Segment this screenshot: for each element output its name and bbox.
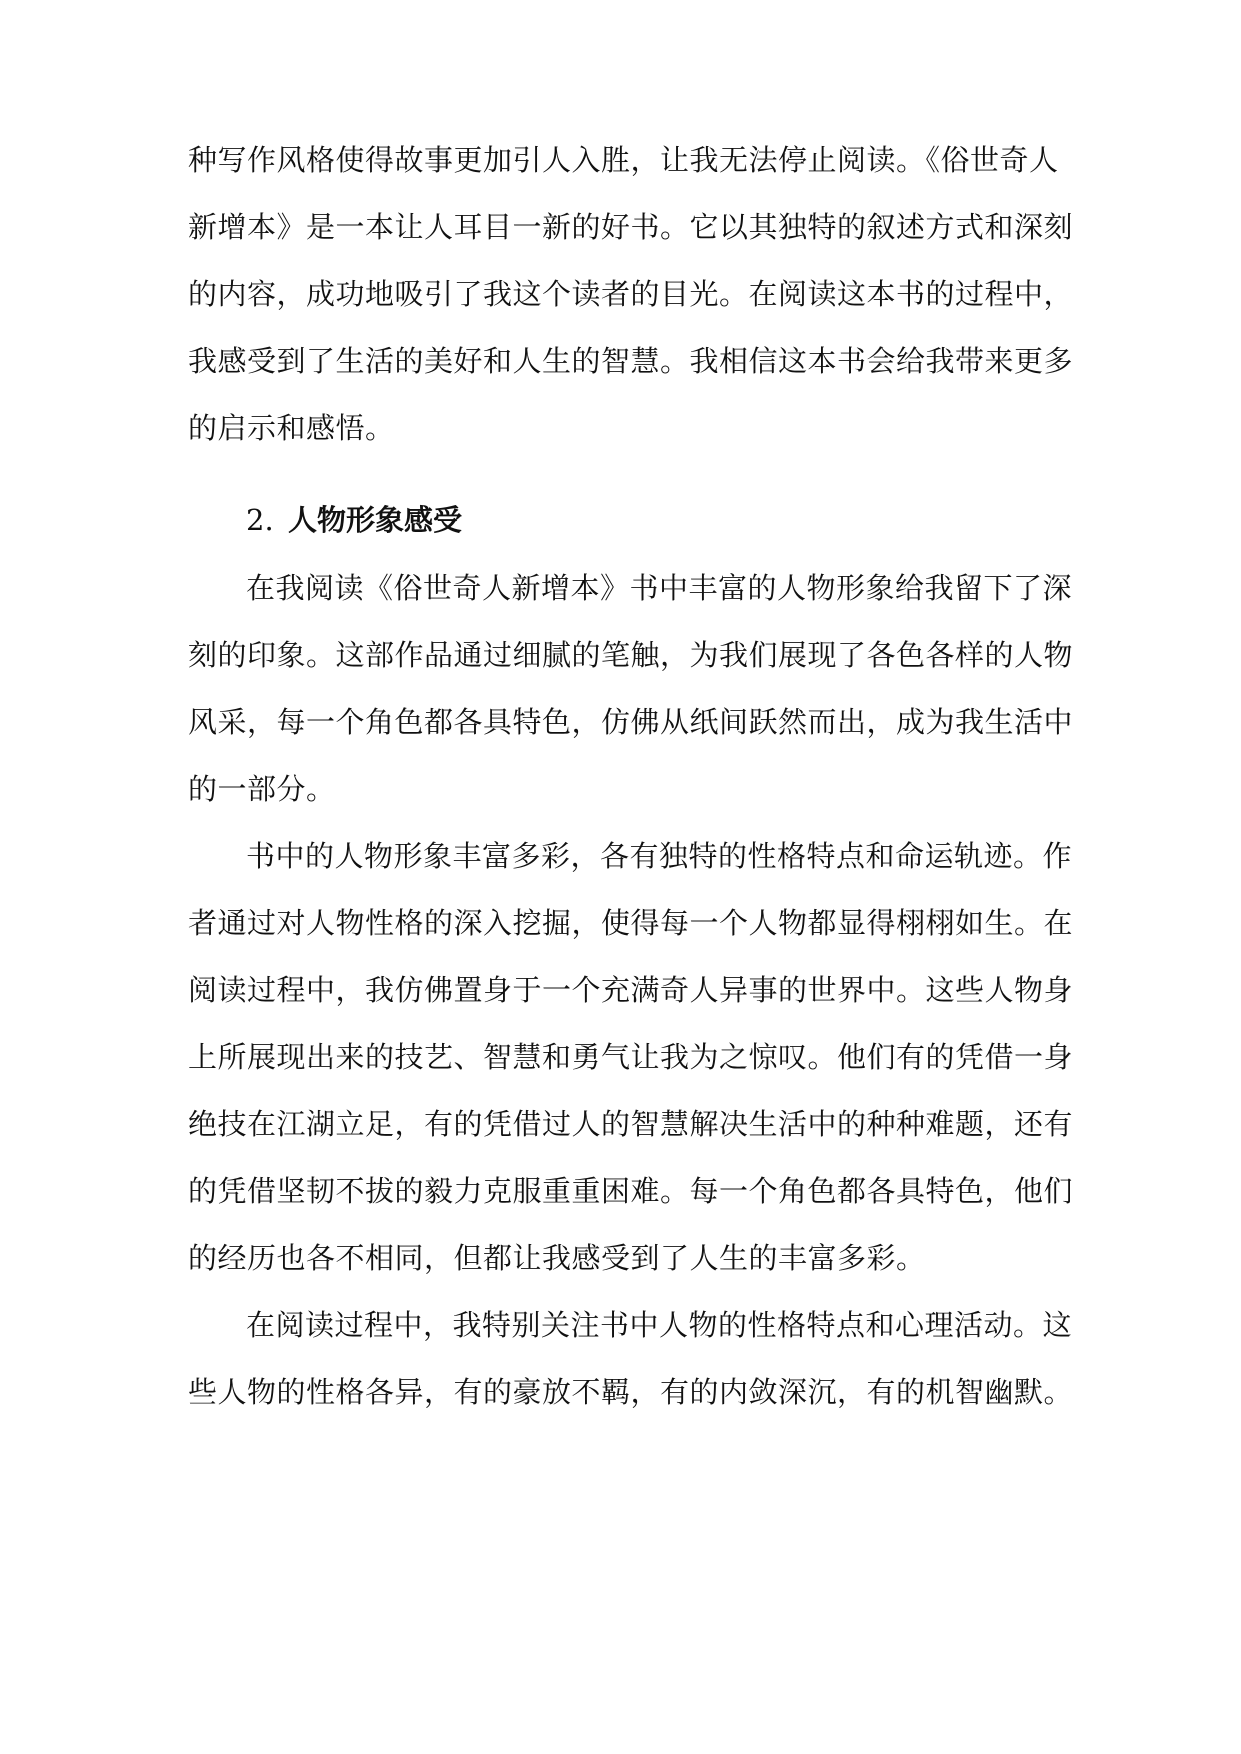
text-line: 风采，每一个角色都各具特色，仿佛从纸间跃然而出，成为我生活中 [188,705,1074,739]
text-line: 刻的印象。这部作品通过细腻的笔触，为我们展现了各色各样的人物 [188,638,1074,672]
paragraph-first-line: 书中的人物形象丰富多彩，各有独特的性格特点和命运轨迹。作 [246,839,1073,873]
text-line: 绝技在江湖立足，有的凭借过人的智慧解决生活中的种种难题，还有 [188,1107,1074,1141]
section-heading [246,500,462,540]
text-line: 的启示和感悟。 [188,411,395,445]
text-line: 些人物的性格各异，有的豪放不羁，有的内敛深沉，有的机智幽默。 [188,1375,1074,1409]
text-line: 的经历也各不相同，但都让我感受到了人生的丰富多彩。 [188,1241,926,1275]
text-line: 上所展现出来的技艺、智慧和勇气让我为之惊叹。他们有的凭借一身 [188,1040,1074,1074]
section-number: 2. [246,503,274,537]
paragraph-first-line: 在阅读过程中，我特别关注书中人物的性格特点和心理活动。这 [246,1308,1073,1342]
text-line: 者通过对人物性格的深入挖掘，使得每一个人物都显得栩栩如生。在 [188,906,1074,940]
text-line: 我感受到了生活的美好和人生的智慧。我相信这本书会给我带来更多 [188,344,1074,378]
text-line: 的内容，成功地吸引了我这个读者的目光。在阅读这本书的过程中， [188,277,1074,311]
text-line: 的一部分。 [188,772,336,806]
text-line: 的凭借坚韧不拔的毅力克服重重困难。每一个角色都各具特色，他们 [188,1174,1074,1208]
paragraph-first-line: 在我阅读《俗世奇人新增本》书中丰富的人物形象给我留下了深 [246,571,1073,605]
section-title: 人物形象感受 [288,503,463,537]
text-line: 种写作风格使得故事更加引人入胜，让我无法停止阅读。《俗世奇人 [188,143,1059,177]
text-line: 阅读过程中，我仿佛置身于一个充满奇人异事的世界中。这些人物身 [188,973,1074,1007]
text-line: 新增本》是一本让人耳目一新的好书。它以其独特的叙述方式和深刻 [188,210,1074,244]
